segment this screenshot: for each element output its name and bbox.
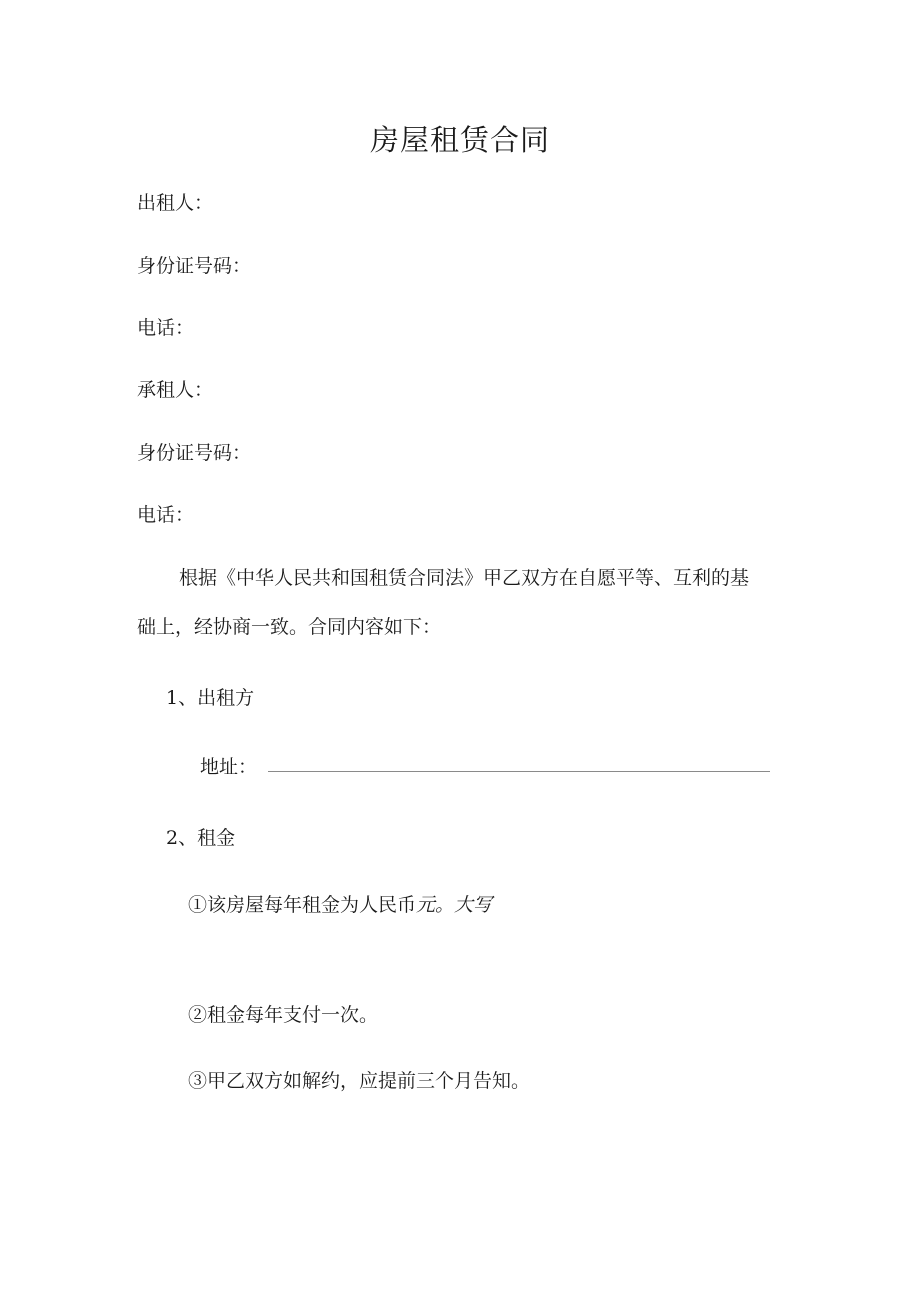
intro-paragraph-line-1: 根据《中华人民共和国租赁合同法》甲乙双方在自愿平等、互利的基	[179, 567, 750, 589]
section-1-heading: 1、出租方	[166, 687, 255, 709]
rent-item-2: ②租金每年支付一次。	[188, 1004, 379, 1026]
lessor-label: 出租人：	[137, 192, 214, 214]
rent-item-1-text: ①该房屋每年租金为人民币	[188, 894, 417, 916]
lessee-label: 承租人：	[137, 379, 214, 401]
address-blank-line	[268, 771, 770, 772]
document-title: 房屋租赁合同	[369, 123, 550, 157]
address-label: 地址：	[200, 756, 258, 778]
lessor-id-label: 身份证号码：	[137, 255, 252, 277]
intro-paragraph-line-2: 础上，经协商一致。合同内容如下：	[137, 616, 442, 638]
lessor-phone-label: 电话：	[137, 317, 195, 339]
rent-item-1	[188, 890, 492, 917]
lessee-phone-label: 电话：	[137, 504, 195, 526]
rent-item-1-italic-text: 元。大写	[416, 894, 493, 916]
section-2-heading: 2、租金	[166, 827, 236, 849]
rent-item-3: ③甲乙双方如解约，应提前三个月告知。	[188, 1070, 531, 1092]
lessee-id-label: 身份证号码：	[137, 442, 252, 464]
